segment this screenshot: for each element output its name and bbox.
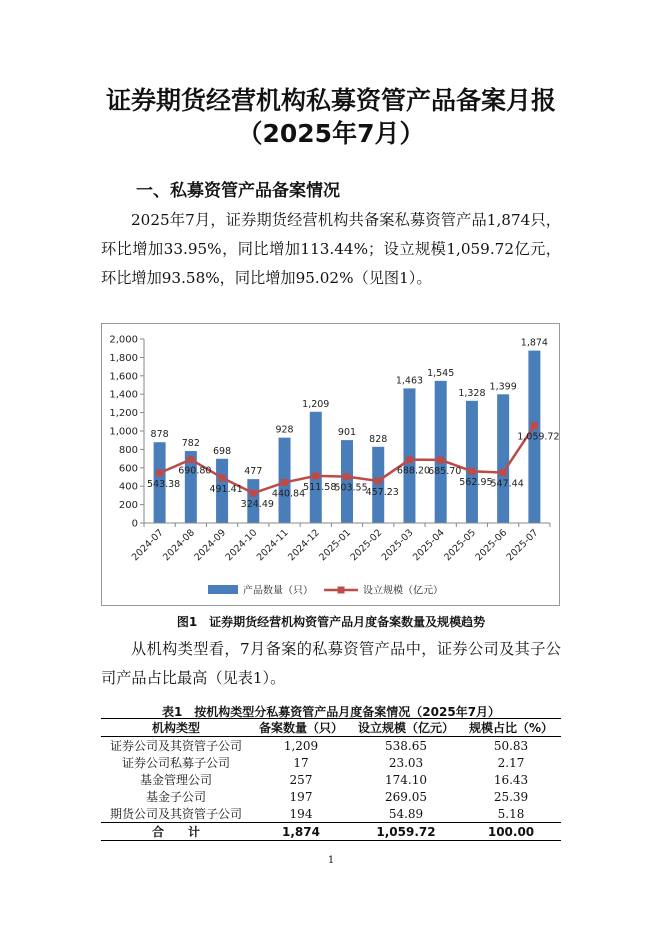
x-tick-label: 2024-09 [192, 527, 229, 564]
cell-total-count: 1,874 [251, 823, 351, 841]
line-data-label: 457.23 [365, 486, 399, 498]
y-tick-label: 1,800 [109, 352, 138, 364]
bar-product-count [497, 394, 509, 523]
x-tick-label: 2025-02 [348, 527, 385, 564]
line-data-label: 562.95 [459, 477, 493, 489]
bar-product-count [310, 412, 322, 523]
cell-count: 194 [289, 806, 313, 821]
header-institution-type: 机构类型 [101, 719, 251, 737]
bar-data-label: 901 [337, 427, 357, 439]
cell-total-share: 100.00 [461, 823, 561, 841]
legend-label-product-count: 产品数量（只） [243, 585, 313, 597]
table-row [101, 737, 561, 755]
bar-data-label: 477 [244, 466, 263, 478]
cell-share: 5.18 [497, 806, 525, 821]
x-tick-label: 2025-04 [410, 527, 447, 564]
cell-institution-type: 基金子公司 [145, 790, 206, 804]
line-point-scale [344, 473, 351, 480]
cell-count: 197 [289, 789, 313, 804]
cell-share: 25.39 [493, 789, 529, 804]
table-total-row [101, 823, 561, 841]
line-point-scale [250, 490, 257, 497]
bar-data-label: 828 [369, 433, 388, 445]
line-point-scale [281, 479, 288, 486]
cell-count: 17 [293, 755, 309, 770]
cell-total-scale: 1,059.72 [351, 823, 461, 841]
x-tick-label: 2025-06 [473, 527, 510, 564]
cell-scale: 538.65 [385, 738, 427, 753]
page-number: 1 [327, 855, 335, 866]
line-data-label: 511.58 [303, 481, 337, 493]
bar-data-label: 1,874 [520, 337, 548, 349]
cell-share: 2.17 [497, 755, 525, 770]
x-tick-label: 2024-07 [129, 527, 166, 564]
line-point-scale [531, 422, 538, 429]
line-point-scale [406, 456, 413, 463]
cell-total-label: 合 计 [101, 823, 251, 841]
cell-institution-type: 证券公司及其资管子公司 [109, 739, 242, 753]
table-row [101, 788, 561, 805]
line-point-scale [468, 468, 475, 475]
line-data-label: 440.84 [271, 488, 306, 500]
bar-data-label: 878 [150, 429, 169, 441]
y-tick-label: 200 [118, 500, 138, 512]
line-data-label: 491.41 [209, 483, 243, 495]
line-point-scale [219, 474, 226, 481]
line-data-label: 547.44 [490, 478, 524, 490]
bar-data-label: 1,463 [395, 375, 424, 387]
y-tick-label: 1,200 [109, 408, 138, 420]
bar-data-label: 1,399 [489, 381, 517, 393]
figure-caption: 图1 证券期货经营机构资管产品月度备案数量及规模趋势 [176, 615, 486, 629]
table-header-row [101, 719, 561, 737]
report-period: （2025年7月） [237, 119, 425, 148]
cell-scale: 54.89 [388, 806, 424, 821]
bar-data-label: 1,328 [458, 387, 486, 399]
institution-paragraph: 从机构类型看，7月备案的私募资管产品中，证券公司及其子公司产品占比最高（见表1）。 [101, 640, 561, 687]
x-tick-label: 2025-07 [504, 527, 541, 564]
line-data-label: 503.55 [334, 482, 368, 494]
y-tick-label: 1,600 [109, 371, 138, 383]
line-point-scale [500, 469, 507, 476]
x-tick-label: 2024-08 [161, 527, 197, 564]
line-data-label: 685.70 [428, 465, 462, 477]
cell-count: 1,209 [283, 738, 319, 753]
bar-product-count [372, 447, 384, 523]
y-tick-label: 600 [118, 463, 138, 475]
line-data-label: 690.80 [178, 465, 212, 477]
y-tick-label: 0 [131, 518, 138, 530]
y-tick-label: 1,000 [109, 426, 138, 438]
cell-scale: 269.05 [385, 789, 427, 804]
bar-data-label: 698 [213, 445, 232, 457]
cell-scale: 174.10 [385, 772, 427, 787]
line-point-scale [437, 456, 444, 463]
cell-share: 16.43 [493, 772, 529, 787]
y-tick-label: 1,400 [109, 389, 138, 401]
cell-institution-type: 基金管理公司 [139, 773, 212, 787]
cell-share: 50.83 [493, 738, 529, 753]
line-data-label: 543.38 [146, 479, 181, 491]
line-point-scale [187, 456, 194, 463]
bar-data-label: 928 [275, 424, 294, 436]
x-tick-label: 2024-11 [254, 527, 291, 564]
line-point-scale [312, 472, 319, 479]
x-tick-label: 2024-10 [223, 527, 260, 564]
bar-product-count [341, 440, 353, 523]
x-tick-label: 2025-01 [317, 527, 354, 564]
section-heading: 一、私募资管产品备案情况 [136, 181, 340, 201]
summary-paragraph: 2025年7月，证券期货经营机构共备案私募资管产品1,874只，环比增加33.95%，同比增加113.44%；设立规模1,059.72亿元，环比增加93.58%，同比增加95.02%（见图1）。 [101, 211, 561, 287]
line-data-label: 688.20 [396, 465, 431, 477]
line-data-label: 1,059.72 [517, 431, 559, 443]
y-tick-label: 800 [118, 444, 138, 456]
x-tick-label: 2025-03 [379, 527, 416, 564]
cell-institution-type: 证券公司私募子公司 [121, 756, 230, 770]
header-count: 备案数量（只） [251, 719, 351, 737]
bar-product-count [466, 401, 478, 523]
x-tick-label: 2025-05 [442, 527, 479, 564]
line-point-scale [156, 470, 163, 477]
bar-data-label: 1,545 [427, 367, 455, 379]
table-row [101, 771, 561, 788]
table-caption: 表1 按机构类型分私募资管产品月度备案情况（2025年7月） [161, 705, 501, 719]
bar-product-count [403, 388, 415, 523]
bar-data-label: 782 [181, 438, 200, 450]
bar-product-count [435, 381, 447, 523]
y-tick-label: 2,000 [109, 334, 138, 346]
institution-table [101, 718, 561, 841]
table-row [101, 754, 561, 771]
report-title: 证券期货经营机构私募资管产品备案月报 [105, 86, 556, 115]
line-point-scale [375, 477, 382, 484]
cell-count: 257 [289, 772, 313, 787]
line-data-label: 324.49 [240, 499, 274, 511]
cell-institution-type: 期货公司及其资管子公司 [109, 807, 242, 821]
filing-trend-chart [102, 324, 559, 605]
chart-frame [101, 323, 560, 606]
legend-label-scale: 设立规模（亿元） [363, 585, 443, 597]
header-scale: 设立规模（亿元） [351, 719, 461, 737]
legend-marker-scale [338, 587, 345, 594]
x-tick-label: 2024-12 [286, 527, 322, 564]
table-row [101, 805, 561, 823]
bar-data-label: 1,209 [302, 398, 330, 410]
y-tick-label: 400 [118, 481, 138, 493]
header-share: 规模占比（%） [461, 719, 561, 737]
legend-swatch-product-count [208, 585, 238, 594]
cell-scale: 23.03 [388, 755, 424, 770]
